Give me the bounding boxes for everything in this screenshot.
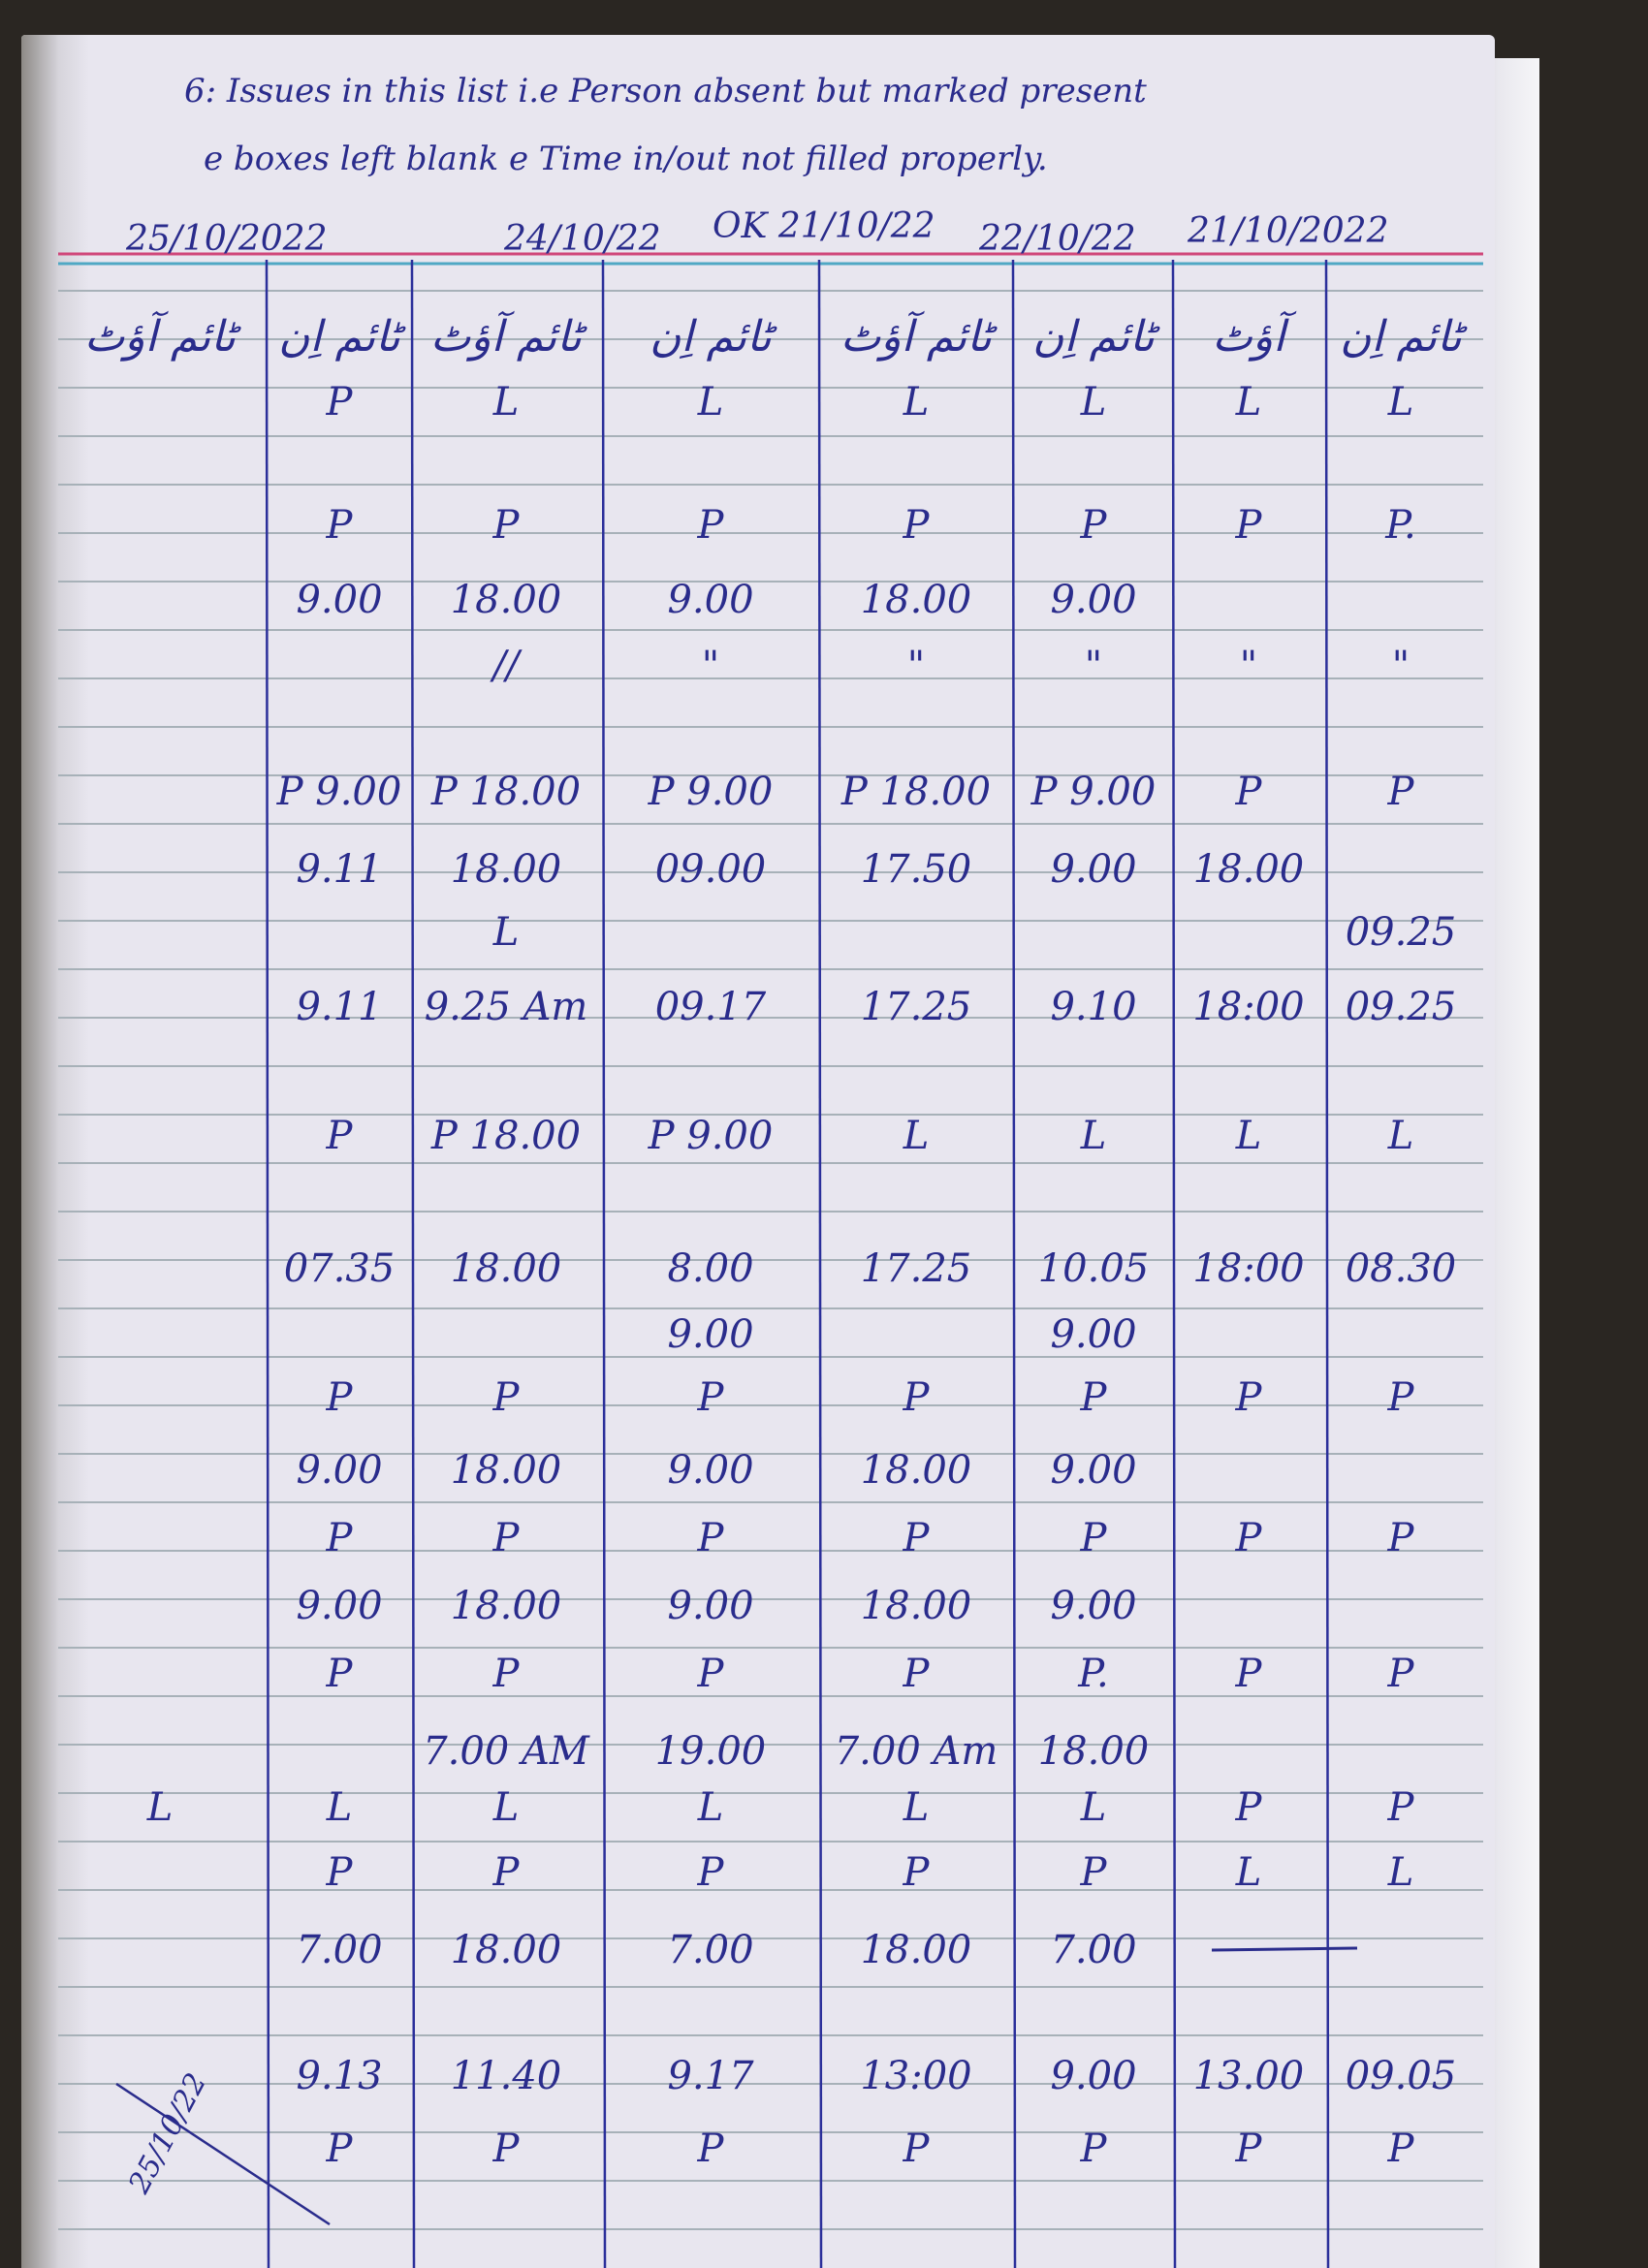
attendance-cell: 18.00 xyxy=(860,1448,972,1493)
attendance-cell: 9.00 xyxy=(667,1584,754,1628)
attendance-cell: P xyxy=(1235,1516,1262,1560)
attendance-cell: 9.00 xyxy=(1050,1312,1137,1357)
attendance-cell: P xyxy=(492,2126,520,2171)
attendance-cell: 17.25 xyxy=(860,985,972,1029)
attendance-cell: 18.00 xyxy=(1192,847,1305,892)
column-divider xyxy=(1173,260,1175,2268)
attendance-cell: P xyxy=(697,503,724,548)
column-header: ٹائم اِن xyxy=(1340,312,1462,362)
attendance-cell: P xyxy=(903,1516,930,1560)
attendance-cell: P xyxy=(697,2126,724,2171)
attendance-cell: 9.11 xyxy=(296,847,383,892)
attendance-cell: P. xyxy=(1078,1652,1109,1696)
attendance-cell: P xyxy=(492,1652,520,1696)
attendance-cell: L xyxy=(903,380,930,425)
attendance-cell: 13.00 xyxy=(1192,2054,1305,2098)
signature-date: 25/10/22 xyxy=(122,2067,214,2199)
attendance-cell: P xyxy=(1080,1375,1107,1420)
attendance-cell: P xyxy=(903,1652,930,1696)
attendance-cell: L xyxy=(1080,1114,1107,1158)
attendance-cell: 18:00 xyxy=(1192,1246,1305,1291)
attendance-cell: L xyxy=(1080,380,1107,425)
attendance-cell: 17.50 xyxy=(860,847,972,892)
attendance-cell: P xyxy=(903,1375,930,1420)
attendance-cell: " xyxy=(906,644,926,688)
attendance-cell: P 9.00 xyxy=(648,1114,774,1158)
attendance-cell: L xyxy=(1235,1114,1262,1158)
attendance-cell: 09.17 xyxy=(654,985,767,1029)
column-header: ٹائم آؤٹ xyxy=(429,312,583,362)
attendance-cell: 9.00 xyxy=(1050,847,1137,892)
attendance-cell: 18.00 xyxy=(450,578,562,622)
attendance-cell: P xyxy=(492,1516,520,1560)
attendance-cells xyxy=(146,380,1457,2171)
attendance-cell: 9.00 xyxy=(1050,1448,1137,1493)
attendance-cell: P xyxy=(326,1516,353,1560)
attendance-cell: 09.25 xyxy=(1345,910,1457,955)
attendance-cell: P xyxy=(1080,2126,1107,2171)
attendance-cell: P xyxy=(492,1375,520,1420)
column-divider xyxy=(1326,260,1328,2268)
attendance-cell: 18.00 xyxy=(860,1928,972,1972)
attendance-cell: 08.30 xyxy=(1345,1246,1457,1291)
attendance-cell: 18.00 xyxy=(1037,1729,1150,1774)
attendance-cell: P xyxy=(903,1850,930,1895)
attendance-cell: P xyxy=(326,1114,353,1158)
attendance-cell: P 18.00 xyxy=(840,770,992,814)
attendance-cell: 18.00 xyxy=(450,1928,562,1972)
attendance-cell: P xyxy=(1387,1516,1414,1560)
attendance-cell: P xyxy=(903,503,930,548)
attendance-cell: P 9.00 xyxy=(1030,770,1157,814)
attendance-cell: 18.00 xyxy=(450,1246,562,1291)
attendance-cell: P xyxy=(1387,1375,1414,1420)
attendance-cell: 9.11 xyxy=(296,985,383,1029)
attendance-cell: 9.00 xyxy=(1050,2054,1137,2098)
attendance-cell: P xyxy=(1080,1516,1107,1560)
attendance-cell: P xyxy=(326,380,353,425)
attendance-cell: P xyxy=(1387,1652,1414,1696)
attendance-cell: L xyxy=(697,380,724,425)
date-2: 24/10/22 xyxy=(504,219,661,259)
attendance-cell: 09.05 xyxy=(1345,2054,1457,2098)
attendance-cell: 18.00 xyxy=(450,1584,562,1628)
attendance-cell: L xyxy=(1080,1785,1107,1830)
attendance-cell: L xyxy=(1387,1850,1414,1895)
attendance-cell: L xyxy=(697,1785,724,1830)
attendance-cell: L xyxy=(1387,380,1414,425)
attendance-cell: 9.00 xyxy=(667,578,754,622)
attendance-cell: 07.35 xyxy=(283,1246,396,1291)
attendance-cell: L xyxy=(492,380,520,425)
date-3: OK 21/10/22 xyxy=(713,206,935,246)
attendance-cell: " xyxy=(1391,644,1410,688)
column-divider xyxy=(412,260,414,2268)
attendance-cell: 9.13 xyxy=(296,2054,383,2098)
attendance-cell: P xyxy=(1387,1785,1414,1830)
attendance-cell: P xyxy=(326,1375,353,1420)
attendance-cell: 9.25 Am xyxy=(424,985,588,1029)
attendance-cell: L xyxy=(146,1785,174,1830)
attendance-cell: 9.00 xyxy=(1050,578,1137,622)
attendance-cell: L xyxy=(326,1785,353,1830)
attendance-cell: 09.00 xyxy=(654,847,767,892)
column-divider xyxy=(819,260,821,2268)
attendance-cell: 9.10 xyxy=(1050,985,1137,1029)
attendance-cell: P xyxy=(697,1516,724,1560)
date-4: 22/10/22 xyxy=(979,219,1136,259)
note-line-1: 6: Issues in this list i.e Person absent but marked present xyxy=(184,72,1147,110)
attendance-cell: 18.00 xyxy=(450,1448,562,1493)
strike-line xyxy=(1212,1948,1357,1950)
attendance-cell: P xyxy=(697,1652,724,1696)
attendance-cell: 11.40 xyxy=(450,2054,562,2098)
column-divider xyxy=(1013,260,1015,2268)
attendance-cell: P xyxy=(903,2126,930,2171)
attendance-cell: P xyxy=(697,1850,724,1895)
attendance-cell: L xyxy=(903,1785,930,1830)
column-header: ٹائم آؤٹ xyxy=(840,312,993,362)
attendance-cell: P xyxy=(1080,503,1107,548)
attendance-cell: P xyxy=(1080,1850,1107,1895)
attendance-cell: " xyxy=(1239,644,1258,688)
column-header: ٹائم اِن xyxy=(278,312,400,362)
column-dividers xyxy=(267,260,1328,2268)
column-header: ٹائم آؤٹ xyxy=(83,312,237,362)
date-5: 21/10/2022 xyxy=(1188,211,1389,251)
attendance-cell: P xyxy=(1235,503,1262,548)
attendance-cell: 7.00 xyxy=(296,1928,383,1972)
attendance-cell: P. xyxy=(1385,503,1416,548)
attendance-cell: 7.00 xyxy=(667,1928,754,1972)
attendance-cell: 9.00 xyxy=(296,1584,383,1628)
attendance-cell: P xyxy=(326,503,353,548)
attendance-cell: 9.17 xyxy=(667,2054,754,2098)
attendance-cell: // xyxy=(492,644,520,688)
attendance-cell: L xyxy=(1235,1850,1262,1895)
attendance-cell: 7.00 Am xyxy=(834,1729,998,1774)
attendance-cell: 7.00 xyxy=(1050,1928,1137,1972)
attendance-cell: P 9.00 xyxy=(648,770,774,814)
attendance-cell: P xyxy=(1235,1785,1262,1830)
date-1: 25/10/2022 xyxy=(126,219,328,259)
attendance-cell: P 18.00 xyxy=(430,770,582,814)
attendance-cell: L xyxy=(492,910,520,955)
attendance-cell: 7.00 AM xyxy=(423,1729,589,1774)
attendance-cell: 9.00 xyxy=(296,1448,383,1493)
attendance-cell: L xyxy=(492,1785,520,1830)
attendance-cell: 19.00 xyxy=(654,1729,767,1774)
column-divider xyxy=(603,260,605,2268)
attendance-cell: 09.25 xyxy=(1345,985,1457,1029)
attendance-cell: P xyxy=(1235,770,1262,814)
attendance-cell: 9.00 xyxy=(296,578,383,622)
attendance-cell: P xyxy=(492,503,520,548)
attendance-cell: " xyxy=(1084,644,1103,688)
note-line-2: e boxes left blank e Time in/out not filled properly. xyxy=(204,140,1048,178)
attendance-cell: 8.00 xyxy=(667,1246,754,1291)
column-divider xyxy=(267,260,269,2268)
attendance-cell: 18.00 xyxy=(450,847,562,892)
attendance-cell: P 18.00 xyxy=(430,1114,582,1158)
attendance-cell: P xyxy=(1235,1375,1262,1420)
attendance-cell: 9.00 xyxy=(667,1312,754,1357)
attendance-cell: 9.00 xyxy=(667,1448,754,1493)
column-header: آؤٹ xyxy=(1212,312,1285,362)
attendance-cell: " xyxy=(701,644,720,688)
attendance-cell: P xyxy=(1235,2126,1262,2171)
attendance-cell: L xyxy=(1235,380,1262,425)
attendance-cell: P xyxy=(1235,1652,1262,1696)
attendance-cell: 18.00 xyxy=(860,578,972,622)
column-header: ٹائم اِن xyxy=(1032,312,1155,362)
attendance-cell: P xyxy=(1387,2126,1414,2171)
column-header: ٹائم اِن xyxy=(650,312,772,362)
attendance-cell: 18:00 xyxy=(1192,985,1305,1029)
attendance-cell: 18.00 xyxy=(860,1584,972,1628)
attendance-cell: P xyxy=(1387,770,1414,814)
attendance-cell: P xyxy=(697,1375,724,1420)
column-headers xyxy=(84,310,1469,362)
attendance-cell: L xyxy=(903,1114,930,1158)
attendance-cell: P 9.00 xyxy=(276,770,402,814)
attendance-cell: 10.05 xyxy=(1037,1246,1150,1291)
attendance-cell: 9.00 xyxy=(1050,1584,1137,1628)
attendance-cell: L xyxy=(1387,1114,1414,1158)
attendance-cell: 13:00 xyxy=(860,2054,972,2098)
attendance-cell: P xyxy=(492,1850,520,1895)
attendance-cell: P xyxy=(326,1652,353,1696)
attendance-cell: P xyxy=(326,2126,353,2171)
attendance-cell: P xyxy=(326,1850,353,1895)
attendance-cell: 17.25 xyxy=(860,1246,972,1291)
